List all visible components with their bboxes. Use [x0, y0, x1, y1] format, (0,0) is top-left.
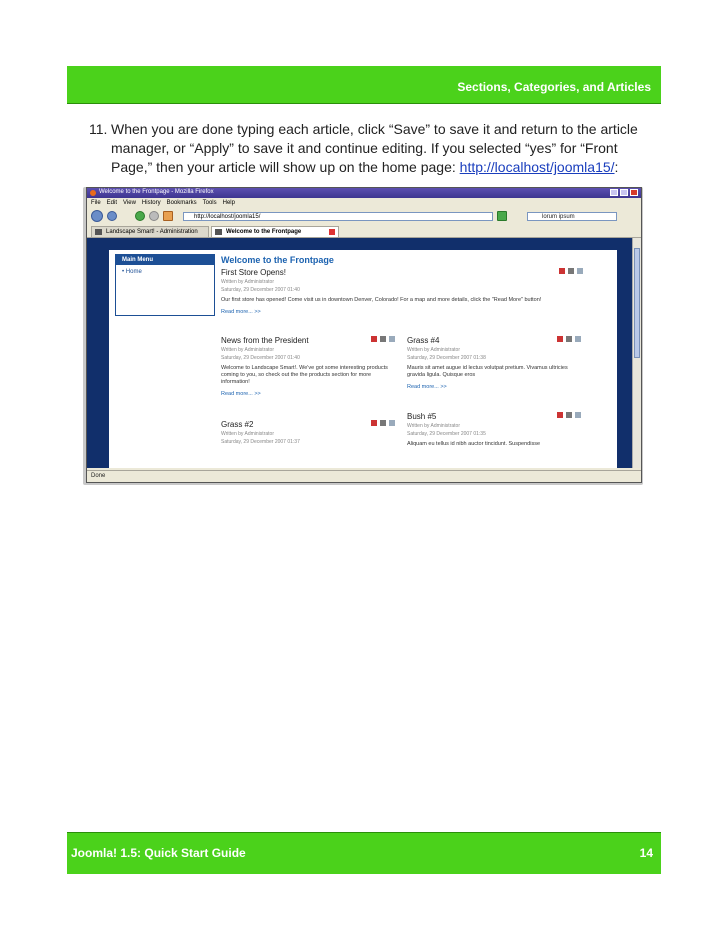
menu-history[interactable]: History [141, 200, 161, 206]
localhost-link[interactable]: http://localhost/joomla15/ [459, 159, 615, 175]
article-date: Saturday, 29 December 2007 01:38 [407, 355, 486, 361]
article-date: Saturday, 29 December 2007 01:40 [221, 355, 300, 361]
scrollbar-thumb[interactable] [634, 248, 640, 358]
menu-item-home[interactable]: • Home [122, 269, 142, 275]
article-icons [371, 420, 395, 426]
article-title: Grass #4 [407, 336, 440, 345]
print-icon[interactable] [568, 268, 574, 274]
menu-help[interactable]: Help [222, 200, 235, 206]
pdf-icon[interactable] [557, 412, 563, 418]
read-more-link[interactable]: Read more... >> [221, 391, 261, 397]
print-icon[interactable] [380, 336, 386, 342]
url-bar[interactable] [183, 212, 493, 221]
read-more-link[interactable]: Read more... >> [221, 309, 261, 315]
read-more-link[interactable]: Read more... >> [407, 384, 447, 390]
pdf-icon[interactable] [559, 268, 565, 274]
article-icons [557, 412, 581, 418]
joomla-page [109, 250, 617, 468]
url-text: http://localhost/joomla15/ [194, 214, 261, 220]
browser-titlebar [87, 188, 641, 198]
article-author: Written by Administrator [407, 347, 460, 353]
step-body: When you are done typing each article, click “Save” to save it and return to the article manager, or “Apply” to save it and continue editing. If you selected “yes” for “Front Page,” then your article will show up on the home page: [111, 121, 638, 175]
close-window-button[interactable] [630, 189, 638, 196]
header-rule [67, 103, 661, 104]
article-grass-4 [407, 336, 587, 390]
stop-button[interactable] [149, 211, 159, 221]
email-icon[interactable] [389, 336, 395, 342]
search-text: lorum ipsum [542, 214, 575, 220]
menu-view[interactable]: View [123, 200, 136, 206]
footer-title: Joomla! 1.5: Quick Start Guide [71, 846, 246, 860]
close-tab-icon[interactable] [329, 229, 335, 235]
back-button[interactable] [91, 210, 103, 222]
print-icon[interactable] [566, 336, 572, 342]
step-after: : [614, 159, 619, 175]
article-author: Written by Administrator [221, 279, 274, 285]
forward-button[interactable] [107, 211, 117, 221]
header-band [67, 66, 661, 104]
article-first-store [221, 268, 611, 315]
maximize-button[interactable] [620, 189, 628, 196]
article-title: Grass #2 [221, 420, 254, 429]
vertical-scrollbar[interactable] [632, 238, 641, 468]
article-title: News from the President [221, 336, 309, 345]
status-text: Done [91, 473, 106, 479]
search-input[interactable] [527, 212, 617, 221]
menu-file[interactable]: File [91, 200, 101, 206]
article-body: Our first store has opened! Come visit us in downtown Denver, Colorado! For a map and more details, click the "Read More" button! [221, 297, 542, 303]
article-title: First Store Opens! [221, 268, 286, 277]
go-button[interactable] [497, 211, 507, 221]
menu-tools[interactable]: Tools [202, 200, 217, 206]
section-title: Sections, Categories, and Articles [457, 80, 651, 94]
article-title: Bush #5 [407, 412, 437, 421]
browser-menubar [91, 200, 235, 208]
joomla-favicon [215, 229, 222, 235]
browser-screenshot [86, 187, 642, 483]
page-number: 14 [639, 846, 653, 860]
article-author: Written by Administrator [407, 423, 460, 429]
window-buttons [610, 189, 638, 196]
minimize-button[interactable] [610, 189, 618, 196]
article-body: Welcome to Landscape Smart!. We've got some interesting products coming to you, so check out the the products section for more information! [221, 365, 388, 385]
article-icons [371, 336, 395, 342]
article-body: Aliquam eu tellus id nibh auctor tincidunt. Suspendisse [407, 441, 540, 447]
tab-frontpage[interactable] [211, 226, 339, 237]
article-author: Written by Administrator [221, 431, 274, 437]
main-menu-title: Main Menu [116, 255, 214, 265]
article-grass-2 [221, 420, 396, 445]
print-icon[interactable] [566, 412, 572, 418]
tab-bar [87, 225, 641, 238]
email-icon[interactable] [389, 420, 395, 426]
tab-administration[interactable] [91, 226, 209, 237]
article-author: Written by Administrator [221, 347, 274, 353]
footer-rule [67, 832, 661, 833]
page-viewport [87, 238, 641, 468]
firefox-icon [90, 190, 96, 196]
article-date: Saturday, 29 December 2007 01:35 [407, 431, 486, 437]
step-number: 11. [89, 121, 108, 137]
pdf-icon[interactable] [371, 336, 377, 342]
tab-label: Landscape Smart! - Administration [106, 229, 198, 235]
window-title: Welcome to the Frontpage - Mozilla Firefox [99, 189, 214, 195]
article-icons [557, 336, 581, 342]
email-icon[interactable] [577, 268, 583, 274]
article-date: Saturday, 29 December 2007 01:40 [221, 287, 300, 293]
article-icons [559, 268, 583, 274]
article-news-president [221, 336, 396, 397]
home-button[interactable] [163, 211, 173, 221]
print-icon[interactable] [380, 420, 386, 426]
reload-button[interactable] [135, 211, 145, 221]
step-text [111, 120, 661, 177]
tab-label: Welcome to the Frontpage [226, 229, 302, 235]
status-bar [87, 470, 641, 482]
main-menu [115, 254, 215, 316]
article-body: Mauris sit amet augue id lectus volutpat pretium. Vivamus ultricies gravida ligula. Quisque eros [407, 365, 568, 378]
menu-bookmarks[interactable]: Bookmarks [166, 200, 197, 206]
menu-edit[interactable]: Edit [106, 200, 118, 206]
email-icon[interactable] [575, 336, 581, 342]
joomla-favicon [95, 229, 102, 235]
footer-band [67, 832, 661, 874]
email-icon[interactable] [575, 412, 581, 418]
frontpage-title: Welcome to the Frontpage [221, 255, 334, 265]
article-date: Saturday, 29 December 2007 01:37 [221, 439, 300, 445]
navigation-toolbar [87, 210, 641, 224]
pdf-icon[interactable] [557, 336, 563, 342]
pdf-icon[interactable] [371, 420, 377, 426]
menu-item-label: Home [125, 269, 142, 275]
